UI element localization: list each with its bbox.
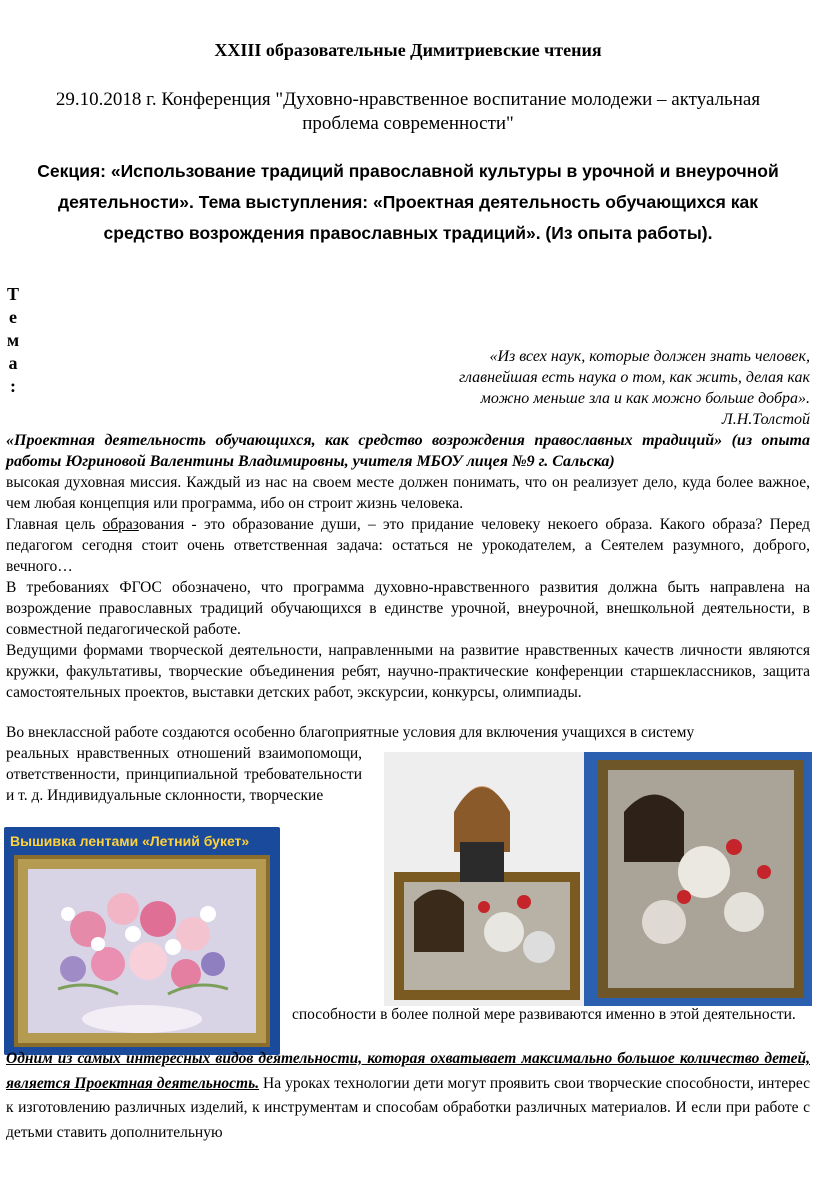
epigraph-line: главнейшая есть наука о том, как жить, делая как	[458, 369, 810, 386]
mosaic-photos	[384, 752, 812, 1006]
text-run: На уроках технологии дети могут проявить свои творческие способности, интерес к изготовлению различных изделий, к инструментам и способам обработки различных материалов. И если при работе с детьми ставить дополнительную	[6, 1074, 810, 1141]
paragraph	[6, 1047, 810, 1145]
flower-bouquet-image	[28, 869, 256, 1033]
paragraph: реальных нравственных отношений взаимопомощи, ответственности, принципиальной требовательности и т. д. Индивидуальные склонности, творческие	[6, 745, 362, 804]
paragraph: Во внеклассной работе создаются особенно благоприятные условия для включения учащихся в систему	[6, 724, 695, 741]
conference-subtitle: 29.10.2018 г. Конференция "Духовно-нравственное воспитание молодежи – актуальная проблема современности"	[55, 89, 761, 134]
tema-letter: :	[10, 376, 16, 396]
tema-letter: е	[9, 307, 17, 327]
epigraph-author: Л.Н.Толстой	[721, 411, 810, 428]
tema-letter: а	[8, 353, 18, 373]
epigraph-line: «Из всех наук, которые должен знать человек,	[489, 348, 810, 365]
conference-title: XXIII образовательные Димитриевские чтения	[214, 40, 602, 60]
section-heading: Секция: «Использование традиций православной культуры в урочной и внеурочной деятельности». Тема выступления: «Проектная деятельность обучающихся как средство возрождения православных традиций». (Из опыта работы).	[37, 161, 779, 243]
underlined-emphasis: Одним из самых интересных видов деятельности, которая охватывает максимально большое количество детей, является Проектная деятельность.	[6, 1050, 810, 1092]
text-run: ования - это образование души, – это придание человеку некоего образа. Какого образа? Перед педагогом сегодня стоит очень ответственная задача: остаться не урокодателем, а Сеятелем разумного, доброго, вечного…	[6, 516, 810, 575]
underlined-word: образ	[102, 516, 139, 533]
bouquet-drawing	[28, 869, 256, 1033]
epigraph-line: можно меньше зла и как можно больше добра».	[480, 390, 810, 407]
text-run: Главная цель	[6, 516, 103, 533]
tema-letter: Т	[6, 284, 19, 304]
picture-frame	[14, 855, 270, 1047]
mosaic-drawing	[384, 752, 812, 1006]
tema-letter: м	[6, 330, 20, 350]
embroidery-photo	[4, 827, 280, 1055]
epigraph	[370, 346, 810, 430]
paragraph: способности в более полной мере развиваются именно в этой деятельности.	[292, 1006, 796, 1023]
topic-title: «Проектная деятельность обучающихся, как средство возрождения православных традиций» (из опыта работы Югриновой Валентины Владимировны, учителя МБОУ лицея №9 г. Сальска)	[6, 432, 810, 470]
paragraph: В требованиях ФГОС обозначено, что программа духовно-нравственного развития должна быть направлена на возрождение православных традиций обучающихся в единстве урочной, внеурочной, внешкольной деятельности, в совместной педагогической работе.	[6, 579, 810, 638]
vertical-tema-label	[6, 283, 20, 398]
embroidery-caption: Вышивка лентами «Летний букет»	[10, 833, 250, 849]
paragraph	[6, 514, 810, 577]
paragraph: Ведущими формами творческой деятельности, направленными на развитие нравственных качеств личности являются кружки, факультативы, творческие объединения ребят, научно-практические конференции старшеклассников, защита самостоятельных проектов, выставки детских работ, экскурсии, конкурсы, олимпиады.	[6, 642, 810, 701]
paragraph: высокая духовная миссия. Каждый из нас на своем месте должен понимать, что он реализует дело, куда более важное, чем любая концепция или программа, ибо он строит жизнь человека.	[6, 474, 810, 512]
